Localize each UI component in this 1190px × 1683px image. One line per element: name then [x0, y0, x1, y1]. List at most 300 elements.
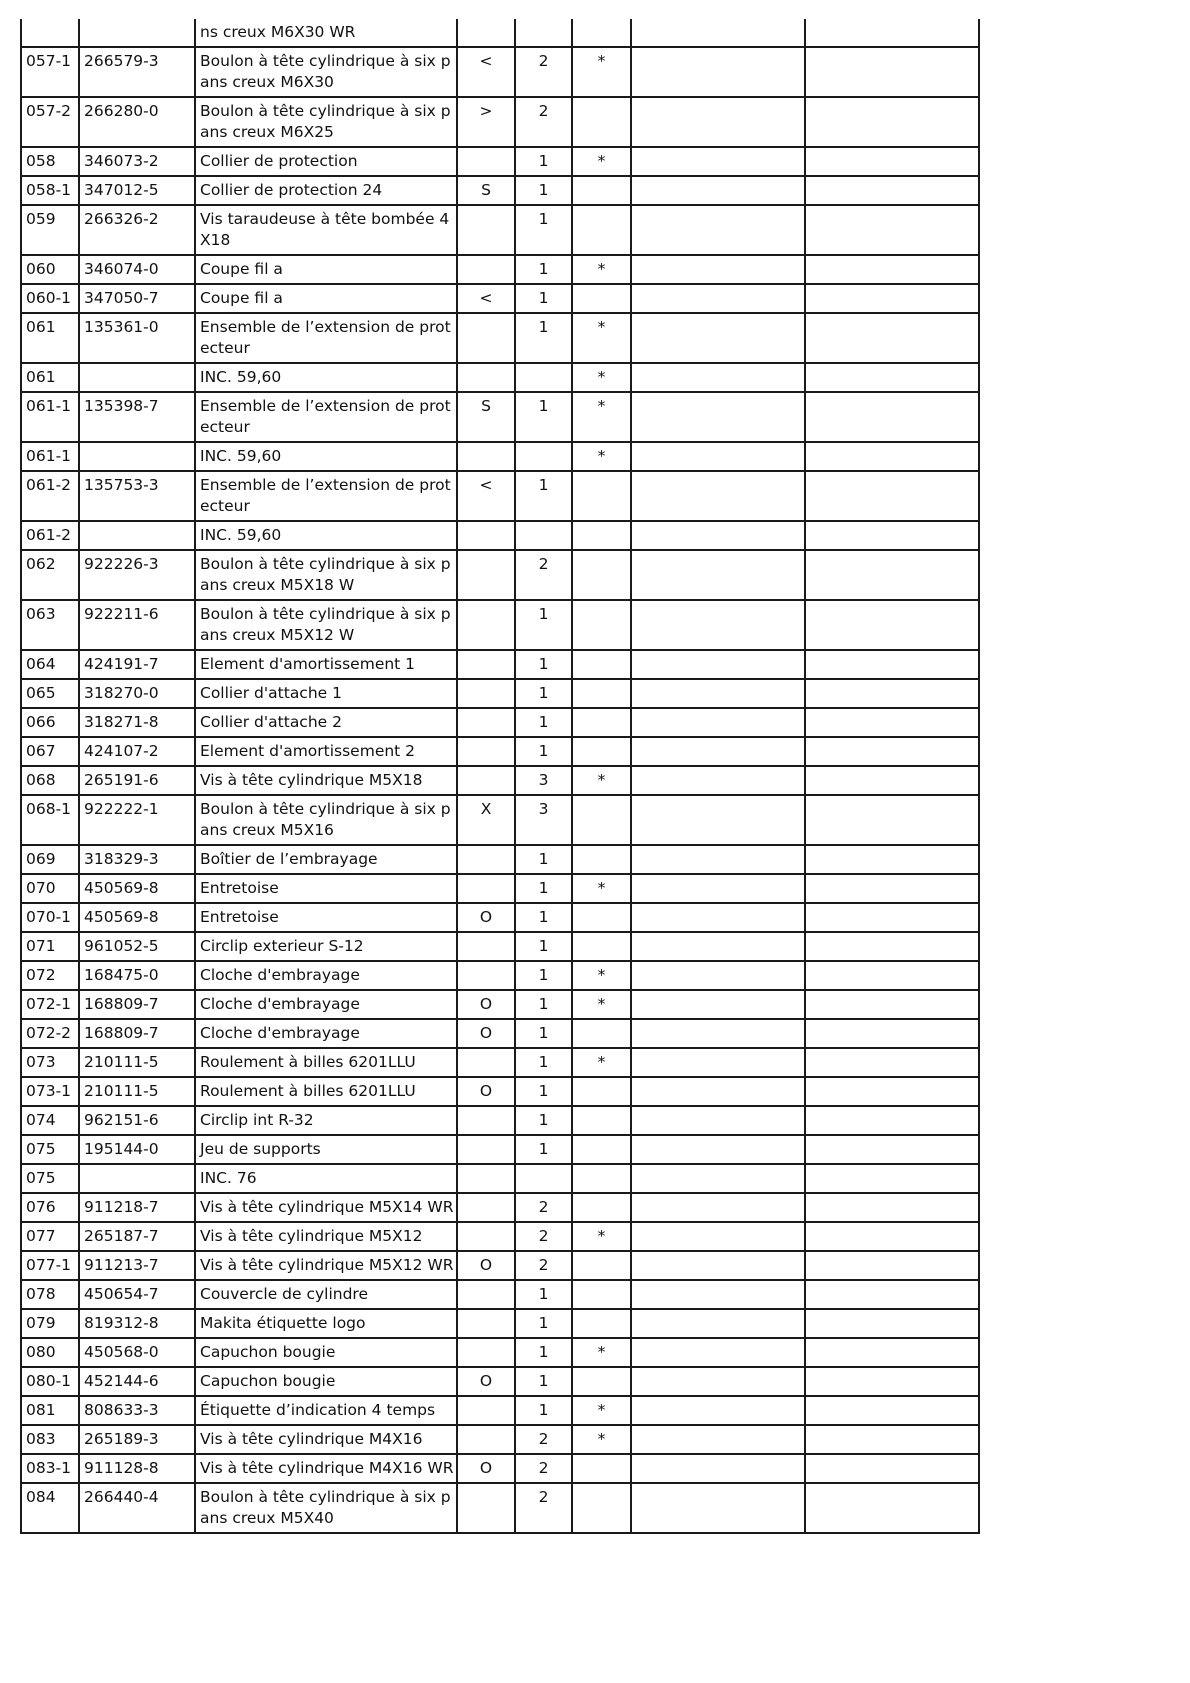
blank-cell-b	[805, 737, 979, 766]
blank-cell-b	[805, 521, 979, 550]
reference-cell: 061-1	[21, 442, 79, 471]
description-cell: Collier de protection	[195, 147, 457, 176]
quantity-cell: 1	[515, 147, 572, 176]
part-number-cell: 347012-5	[79, 176, 195, 205]
table-row	[21, 961, 979, 990]
note-cell: *	[572, 1222, 631, 1251]
part-number-cell: 266440-4	[79, 1483, 195, 1533]
marker-cell	[457, 1164, 515, 1193]
marker-cell: O	[457, 903, 515, 932]
quantity-cell: 1	[515, 874, 572, 903]
blank-cell-a	[631, 1280, 805, 1309]
part-number-cell: 195144-0	[79, 1135, 195, 1164]
blank-cell-a	[631, 1164, 805, 1193]
blank-cell-b	[805, 708, 979, 737]
part-number-cell: 911213-7	[79, 1251, 195, 1280]
quantity-cell: 1	[515, 650, 572, 679]
blank-cell-a	[631, 737, 805, 766]
part-number-cell: 961052-5	[79, 932, 195, 961]
table-row	[21, 1396, 979, 1425]
marker-cell	[457, 19, 515, 47]
part-number-cell: 962151-6	[79, 1106, 195, 1135]
part-number-cell: 168809-7	[79, 1019, 195, 1048]
blank-cell-a	[631, 19, 805, 47]
marker-cell	[457, 766, 515, 795]
quantity-cell: 1	[515, 1048, 572, 1077]
reference-cell: 080	[21, 1338, 79, 1367]
quantity-cell: 1	[515, 1396, 572, 1425]
blank-cell-b	[805, 990, 979, 1019]
blank-cell-b	[805, 442, 979, 471]
marker-cell	[457, 1135, 515, 1164]
marker-cell	[457, 1048, 515, 1077]
reference-cell: 069	[21, 845, 79, 874]
blank-cell-a	[631, 1425, 805, 1454]
note-cell	[572, 1135, 631, 1164]
table-row	[21, 1251, 979, 1280]
blank-cell-b	[805, 1048, 979, 1077]
note-cell	[572, 932, 631, 961]
reference-cell: 061	[21, 313, 79, 363]
quantity-cell: 1	[515, 1135, 572, 1164]
description-cell: Coupe fil a	[195, 284, 457, 313]
table-row	[21, 1367, 979, 1396]
marker-cell	[457, 600, 515, 650]
blank-cell-a	[631, 1077, 805, 1106]
description-cell: Collier d'attache 1	[195, 679, 457, 708]
part-number-cell: 346074-0	[79, 255, 195, 284]
note-cell	[572, 737, 631, 766]
table-row	[21, 392, 979, 442]
blank-cell-a	[631, 874, 805, 903]
note-cell	[572, 650, 631, 679]
note-cell	[572, 795, 631, 845]
blank-cell-a	[631, 795, 805, 845]
marker-cell	[457, 1193, 515, 1222]
blank-cell-b	[805, 1019, 979, 1048]
table-row	[21, 903, 979, 932]
part-number-cell: 135361-0	[79, 313, 195, 363]
table-row	[21, 1077, 979, 1106]
quantity-cell: 2	[515, 1425, 572, 1454]
blank-cell-a	[631, 1483, 805, 1533]
blank-cell-a	[631, 903, 805, 932]
marker-cell: O	[457, 1367, 515, 1396]
reference-cell: 058-1	[21, 176, 79, 205]
description-cell: Vis à tête cylindrique M5X12 WR	[195, 1251, 457, 1280]
part-number-cell	[79, 19, 195, 47]
part-number-cell: 450569-8	[79, 874, 195, 903]
marker-cell	[457, 313, 515, 363]
note-cell	[572, 205, 631, 255]
part-number-cell: 424191-7	[79, 650, 195, 679]
blank-cell-a	[631, 1106, 805, 1135]
marker-cell: O	[457, 1019, 515, 1048]
description-cell: Couvercle de cylindre	[195, 1280, 457, 1309]
quantity-cell: 2	[515, 1222, 572, 1251]
note-cell	[572, 284, 631, 313]
reference-cell: 061-2	[21, 471, 79, 521]
reference-cell: 057-2	[21, 97, 79, 147]
blank-cell-b	[805, 47, 979, 97]
reference-cell: 062	[21, 550, 79, 600]
table-row	[21, 737, 979, 766]
part-number-cell: 168809-7	[79, 990, 195, 1019]
part-number-cell: 922222-1	[79, 795, 195, 845]
description-cell: Ensemble de l’extension de protecteur	[195, 392, 457, 442]
note-cell: *	[572, 1425, 631, 1454]
table-row	[21, 1106, 979, 1135]
note-cell: *	[572, 1338, 631, 1367]
quantity-cell	[515, 442, 572, 471]
table-row	[21, 521, 979, 550]
blank-cell-a	[631, 255, 805, 284]
note-cell	[572, 1251, 631, 1280]
description-cell: Jeu de supports	[195, 1135, 457, 1164]
blank-cell-b	[805, 1280, 979, 1309]
blank-cell-b	[805, 1338, 979, 1367]
marker-cell	[457, 679, 515, 708]
description-cell: INC. 59,60	[195, 363, 457, 392]
part-number-cell: 450569-8	[79, 903, 195, 932]
table-row	[21, 1338, 979, 1367]
blank-cell-b	[805, 205, 979, 255]
reference-cell: 061-1	[21, 392, 79, 442]
quantity-cell	[515, 19, 572, 47]
quantity-cell: 1	[515, 737, 572, 766]
blank-cell-a	[631, 1454, 805, 1483]
blank-cell-a	[631, 932, 805, 961]
reference-cell: 075	[21, 1135, 79, 1164]
quantity-cell: 2	[515, 1193, 572, 1222]
reference-cell: 072	[21, 961, 79, 990]
table-row	[21, 1425, 979, 1454]
quantity-cell: 1	[515, 990, 572, 1019]
part-number-cell: 318270-0	[79, 679, 195, 708]
quantity-cell: 1	[515, 176, 572, 205]
blank-cell-b	[805, 147, 979, 176]
marker-cell: <	[457, 471, 515, 521]
note-cell	[572, 1164, 631, 1193]
quantity-cell: 1	[515, 284, 572, 313]
marker-cell: O	[457, 1077, 515, 1106]
blank-cell-b	[805, 845, 979, 874]
quantity-cell: 1	[515, 205, 572, 255]
part-number-cell: 265191-6	[79, 766, 195, 795]
quantity-cell: 2	[515, 550, 572, 600]
reference-cell: 057-1	[21, 47, 79, 97]
note-cell	[572, 97, 631, 147]
quantity-cell: 1	[515, 600, 572, 650]
reference-cell: 074	[21, 1106, 79, 1135]
table-row	[21, 47, 979, 97]
note-cell	[572, 550, 631, 600]
blank-cell-a	[631, 961, 805, 990]
blank-cell-a	[631, 471, 805, 521]
blank-cell-a	[631, 650, 805, 679]
marker-cell: <	[457, 47, 515, 97]
blank-cell-a	[631, 176, 805, 205]
description-cell: Collier de protection 24	[195, 176, 457, 205]
note-cell	[572, 1019, 631, 1048]
marker-cell	[457, 737, 515, 766]
reference-cell	[21, 19, 79, 47]
note-cell	[572, 1106, 631, 1135]
part-number-cell: 424107-2	[79, 737, 195, 766]
reference-cell: 061	[21, 363, 79, 392]
description-cell: Boulon à tête cylindrique à six pans creux M5X18 W	[195, 550, 457, 600]
marker-cell: O	[457, 1454, 515, 1483]
blank-cell-b	[805, 363, 979, 392]
table-row	[21, 708, 979, 737]
blank-cell-b	[805, 313, 979, 363]
note-cell	[572, 1483, 631, 1533]
description-cell: Étiquette d’indication 4 temps	[195, 1396, 457, 1425]
blank-cell-b	[805, 19, 979, 47]
table-row	[21, 1019, 979, 1048]
blank-cell-b	[805, 1222, 979, 1251]
part-number-cell: 318329-3	[79, 845, 195, 874]
quantity-cell: 1	[515, 903, 572, 932]
quantity-cell: 3	[515, 795, 572, 845]
blank-cell-b	[805, 961, 979, 990]
description-cell: Cloche d'embrayage	[195, 990, 457, 1019]
marker-cell	[457, 932, 515, 961]
marker-cell	[457, 1222, 515, 1251]
marker-cell	[457, 442, 515, 471]
part-number-cell	[79, 521, 195, 550]
note-cell	[572, 1077, 631, 1106]
description-cell: Vis taraudeuse à tête bombée 4X18	[195, 205, 457, 255]
blank-cell-b	[805, 1135, 979, 1164]
table-row	[21, 845, 979, 874]
table-row	[21, 766, 979, 795]
note-cell: *	[572, 874, 631, 903]
part-number-cell: 452144-6	[79, 1367, 195, 1396]
blank-cell-b	[805, 392, 979, 442]
blank-cell-b	[805, 1367, 979, 1396]
part-number-cell: 346073-2	[79, 147, 195, 176]
table-row	[21, 1164, 979, 1193]
blank-cell-b	[805, 1309, 979, 1338]
description-cell: Entretoise	[195, 874, 457, 903]
description-cell: Vis à tête cylindrique M5X12	[195, 1222, 457, 1251]
table-row	[21, 1048, 979, 1077]
marker-cell: S	[457, 392, 515, 442]
marker-cell	[457, 255, 515, 284]
blank-cell-b	[805, 1106, 979, 1135]
table-row	[21, 990, 979, 1019]
blank-cell-a	[631, 205, 805, 255]
marker-cell	[457, 845, 515, 874]
note-cell: *	[572, 313, 631, 363]
marker-cell	[457, 961, 515, 990]
quantity-cell: 1	[515, 845, 572, 874]
note-cell	[572, 1280, 631, 1309]
description-cell: Vis à tête cylindrique M5X18	[195, 766, 457, 795]
marker-cell	[457, 521, 515, 550]
marker-cell: <	[457, 284, 515, 313]
description-cell: Boulon à tête cylindrique à six pans creux M6X30	[195, 47, 457, 97]
reference-cell: 066	[21, 708, 79, 737]
table-row	[21, 650, 979, 679]
reference-cell: 071	[21, 932, 79, 961]
quantity-cell: 1	[515, 1280, 572, 1309]
marker-cell	[457, 1309, 515, 1338]
marker-cell	[457, 1483, 515, 1533]
part-number-cell: 210111-5	[79, 1077, 195, 1106]
blank-cell-b	[805, 176, 979, 205]
table-row	[21, 19, 979, 47]
description-cell: Makita étiquette logo	[195, 1309, 457, 1338]
marker-cell	[457, 1338, 515, 1367]
marker-cell: >	[457, 97, 515, 147]
note-cell	[572, 600, 631, 650]
description-cell: Cloche d'embrayage	[195, 961, 457, 990]
blank-cell-b	[805, 471, 979, 521]
quantity-cell	[515, 363, 572, 392]
note-cell: *	[572, 766, 631, 795]
table-row	[21, 471, 979, 521]
reference-cell: 068-1	[21, 795, 79, 845]
description-cell: Ensemble de l’extension de protecteur	[195, 313, 457, 363]
blank-cell-a	[631, 845, 805, 874]
description-cell: Vis à tête cylindrique M4X16	[195, 1425, 457, 1454]
blank-cell-a	[631, 1048, 805, 1077]
blank-cell-a	[631, 97, 805, 147]
blank-cell-a	[631, 766, 805, 795]
description-cell: Ensemble de l’extension de protecteur	[195, 471, 457, 521]
part-number-cell: 450568-0	[79, 1338, 195, 1367]
quantity-cell: 1	[515, 961, 572, 990]
description-cell: ns creux M6X30 WR	[195, 19, 457, 47]
blank-cell-b	[805, 1077, 979, 1106]
quantity-cell: 1	[515, 255, 572, 284]
note-cell	[572, 1454, 631, 1483]
reference-cell: 075	[21, 1164, 79, 1193]
reference-cell: 077-1	[21, 1251, 79, 1280]
part-number-cell: 808633-3	[79, 1396, 195, 1425]
quantity-cell	[515, 1164, 572, 1193]
reference-cell: 079	[21, 1309, 79, 1338]
description-cell: Circlip exterieur S-12	[195, 932, 457, 961]
reference-cell: 060	[21, 255, 79, 284]
marker-cell	[457, 363, 515, 392]
note-cell	[572, 845, 631, 874]
blank-cell-a	[631, 1019, 805, 1048]
quantity-cell: 1	[515, 1106, 572, 1135]
table-row	[21, 932, 979, 961]
quantity-cell: 2	[515, 47, 572, 97]
note-cell: *	[572, 1396, 631, 1425]
reference-cell: 065	[21, 679, 79, 708]
marker-cell	[457, 1425, 515, 1454]
table-row	[21, 550, 979, 600]
note-cell: *	[572, 990, 631, 1019]
part-number-cell: 347050-7	[79, 284, 195, 313]
table-row	[21, 363, 979, 392]
description-cell: Vis à tête cylindrique M4X16 WR	[195, 1454, 457, 1483]
blank-cell-a	[631, 442, 805, 471]
blank-cell-b	[805, 1483, 979, 1533]
table-row	[21, 442, 979, 471]
quantity-cell: 2	[515, 1251, 572, 1280]
part-number-cell: 265189-3	[79, 1425, 195, 1454]
blank-cell-a	[631, 679, 805, 708]
blank-cell-b	[805, 1425, 979, 1454]
blank-cell-a	[631, 550, 805, 600]
blank-cell-b	[805, 795, 979, 845]
table-row	[21, 205, 979, 255]
part-number-cell	[79, 1164, 195, 1193]
reference-cell: 073-1	[21, 1077, 79, 1106]
table-row	[21, 679, 979, 708]
blank-cell-a	[631, 600, 805, 650]
blank-cell-b	[805, 1396, 979, 1425]
blank-cell-b	[805, 284, 979, 313]
blank-cell-b	[805, 650, 979, 679]
description-cell: Collier d'attache 2	[195, 708, 457, 737]
blank-cell-a	[631, 1135, 805, 1164]
marker-cell	[457, 708, 515, 737]
blank-cell-b	[805, 1193, 979, 1222]
reference-cell: 073	[21, 1048, 79, 1077]
description-cell: INC. 59,60	[195, 521, 457, 550]
description-cell: Cloche d'embrayage	[195, 1019, 457, 1048]
reference-cell: 068	[21, 766, 79, 795]
quantity-cell: 1	[515, 708, 572, 737]
blank-cell-a	[631, 1222, 805, 1251]
description-cell: Boulon à tête cylindrique à six pans creux M5X16	[195, 795, 457, 845]
marker-cell	[457, 1280, 515, 1309]
marker-cell	[457, 550, 515, 600]
blank-cell-a	[631, 1193, 805, 1222]
blank-cell-a	[631, 1309, 805, 1338]
marker-cell	[457, 205, 515, 255]
blank-cell-a	[631, 708, 805, 737]
description-cell: Circlip int R-32	[195, 1106, 457, 1135]
table-row	[21, 1135, 979, 1164]
table-row	[21, 1483, 979, 1533]
reference-cell: 076	[21, 1193, 79, 1222]
part-number-cell: 168475-0	[79, 961, 195, 990]
blank-cell-a	[631, 147, 805, 176]
quantity-cell: 2	[515, 1454, 572, 1483]
description-cell: Element d'amortissement 2	[195, 737, 457, 766]
part-number-cell: 265187-7	[79, 1222, 195, 1251]
quantity-cell: 2	[515, 97, 572, 147]
marker-cell	[457, 1396, 515, 1425]
reference-cell: 072-2	[21, 1019, 79, 1048]
table-row	[21, 795, 979, 845]
marker-cell	[457, 650, 515, 679]
blank-cell-b	[805, 1164, 979, 1193]
blank-cell-a	[631, 313, 805, 363]
blank-cell-b	[805, 766, 979, 795]
blank-cell-a	[631, 1251, 805, 1280]
description-cell: Element d'amortissement 1	[195, 650, 457, 679]
description-cell: Roulement à billes 6201LLU	[195, 1077, 457, 1106]
blank-cell-b	[805, 1251, 979, 1280]
quantity-cell: 1	[515, 392, 572, 442]
table-row	[21, 1280, 979, 1309]
blank-cell-a	[631, 284, 805, 313]
reference-cell: 067	[21, 737, 79, 766]
reference-cell: 070-1	[21, 903, 79, 932]
blank-cell-b	[805, 932, 979, 961]
quantity-cell: 1	[515, 1367, 572, 1396]
part-number-cell: 266280-0	[79, 97, 195, 147]
